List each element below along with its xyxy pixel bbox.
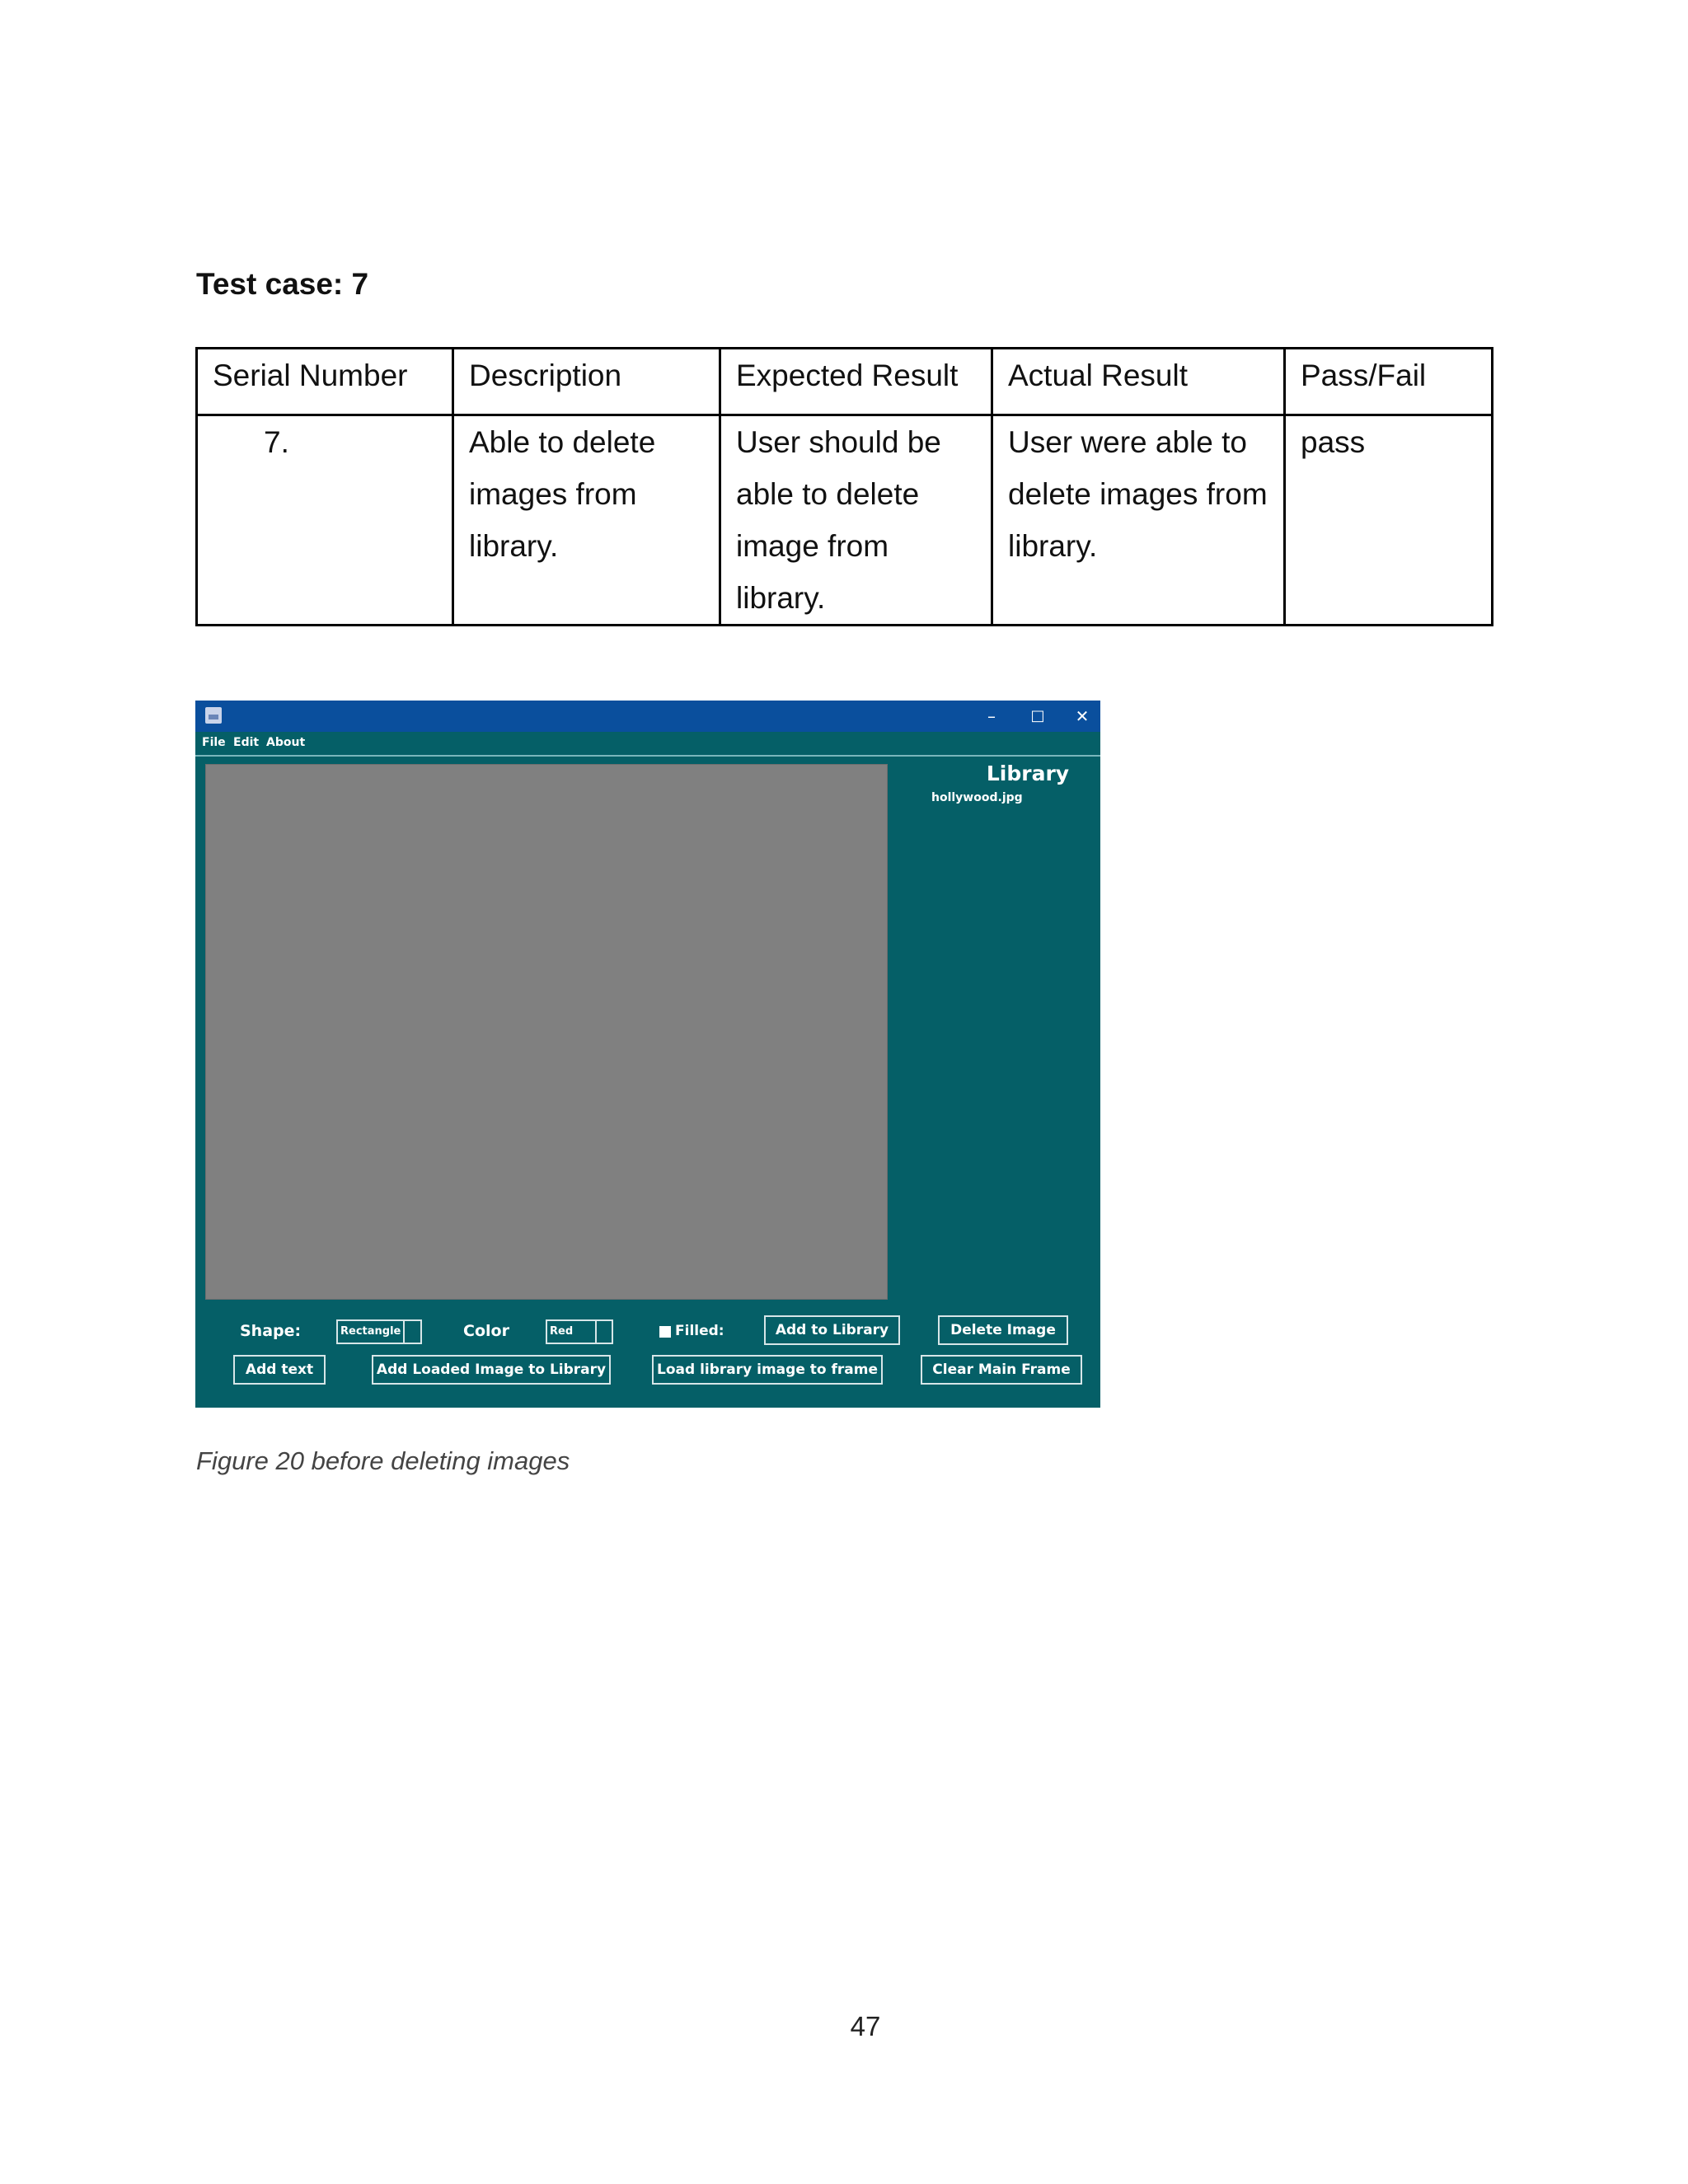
- header-serial-number: Serial Number: [197, 349, 453, 415]
- actual-line: delete images from: [1008, 477, 1268, 511]
- delete-image-button[interactable]: Delete Image: [938, 1315, 1068, 1345]
- dropdown-arrow-icon: [595, 1321, 612, 1343]
- shape-select[interactable]: [336, 1319, 422, 1344]
- maximize-icon[interactable]: □: [1030, 707, 1045, 724]
- app-icon: [205, 707, 222, 724]
- filled-label: Filled:: [675, 1323, 724, 1339]
- add-loaded-image-button[interactable]: Add Loaded Image to Library: [372, 1355, 611, 1385]
- header-description: Description: [453, 349, 720, 415]
- table-header-row: [197, 349, 1493, 415]
- cell-pass-fail: pass: [1285, 415, 1493, 626]
- expected-line: able to delete: [736, 477, 920, 511]
- test-case-heading: Test case: 7: [196, 267, 369, 301]
- actual-line: library.: [1008, 529, 1098, 563]
- load-library-image-button[interactable]: Load library image to frame: [652, 1355, 883, 1385]
- figure-caption: Figure 20 before deleting images: [196, 1446, 570, 1475]
- expected-line: image from: [736, 529, 889, 563]
- test-case-table: [195, 347, 1493, 626]
- filled-checkbox[interactable]: [659, 1326, 671, 1338]
- actual-line: User were able to: [1008, 425, 1247, 459]
- description-line: Able to delete: [469, 425, 656, 459]
- dropdown-arrow-icon: [404, 1321, 420, 1343]
- shape-label: Shape:: [240, 1322, 302, 1340]
- description-line: library.: [469, 529, 559, 563]
- add-to-library-button[interactable]: Add to Library: [764, 1315, 900, 1345]
- shape-select-value: Rectangle: [338, 1321, 405, 1343]
- close-icon[interactable]: ✕: [1075, 706, 1090, 726]
- menu-bar: [195, 732, 1100, 757]
- header-expected-result: Expected Result: [720, 349, 992, 415]
- menu-about[interactable]: About: [266, 736, 306, 749]
- app-window-screenshot: [195, 701, 1100, 1408]
- expected-line: User should be: [736, 425, 941, 459]
- color-label: Color: [463, 1322, 509, 1340]
- library-item[interactable]: hollywood.jpg: [931, 791, 1023, 804]
- header-pass-fail: Pass/Fail: [1285, 349, 1493, 415]
- color-select-value: Red: [547, 1321, 597, 1343]
- clear-main-frame-button[interactable]: Clear Main Frame: [921, 1355, 1082, 1385]
- cell-serial: 7.: [197, 415, 453, 626]
- cell-actual-result: [992, 415, 1285, 626]
- header-actual-result: Actual Result: [992, 349, 1285, 415]
- main-frame-canvas[interactable]: [205, 764, 888, 1300]
- window-title-bar: [195, 701, 1100, 732]
- color-select[interactable]: [546, 1319, 613, 1344]
- description-line: images from: [469, 477, 637, 511]
- table-row: [197, 415, 1493, 626]
- minimize-icon[interactable]: –: [987, 706, 996, 726]
- cell-expected-result: [720, 415, 992, 626]
- cell-description: [453, 415, 720, 626]
- menu-edit[interactable]: Edit: [233, 736, 260, 749]
- expected-line: library.: [736, 581, 826, 615]
- add-text-button[interactable]: Add text: [233, 1355, 326, 1385]
- library-title: Library: [986, 762, 1070, 785]
- menu-file[interactable]: File: [202, 736, 226, 749]
- page-number: 47: [850, 2011, 881, 2041]
